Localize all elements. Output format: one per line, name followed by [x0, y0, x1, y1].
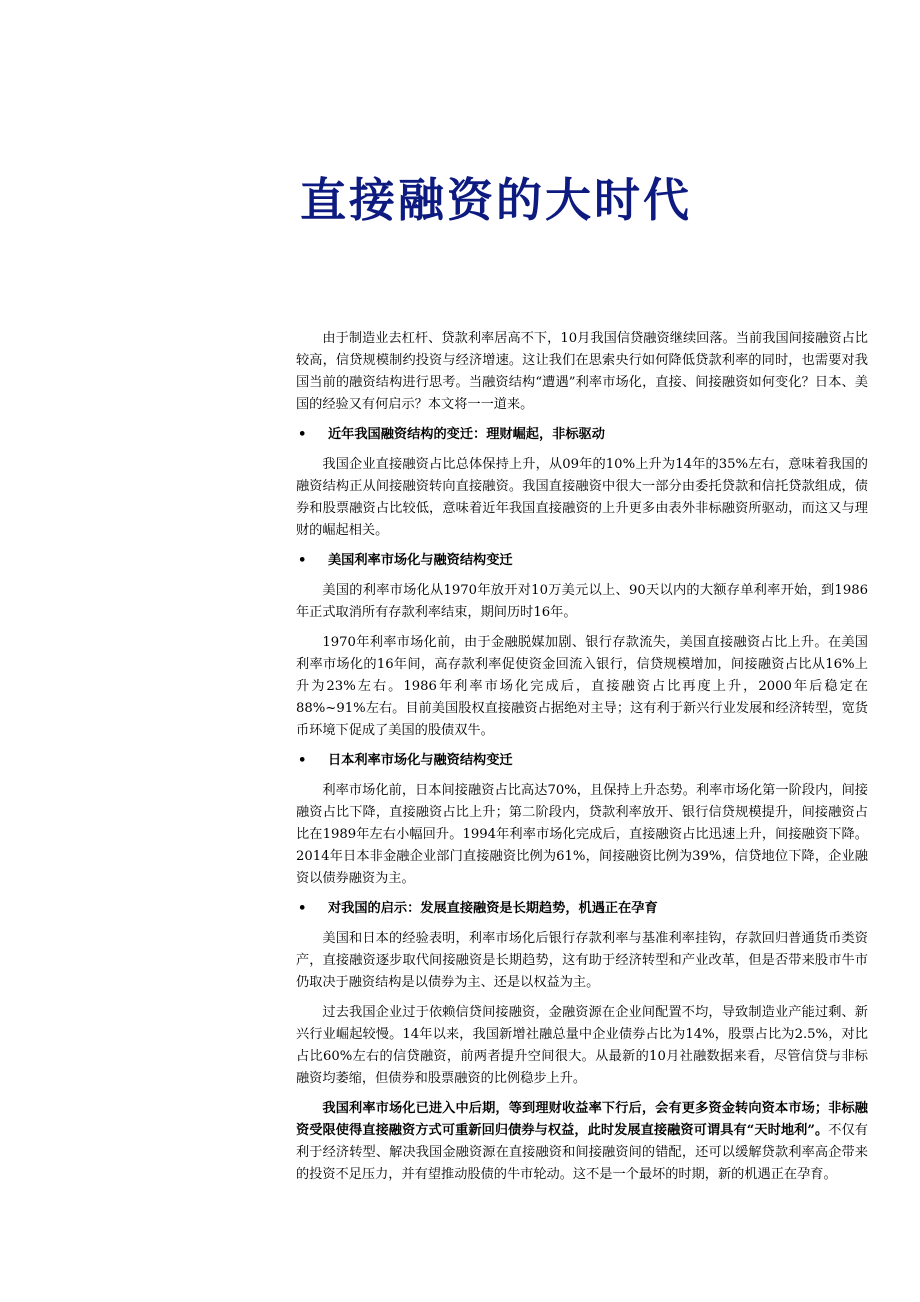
closing-bold-text: 我国利率市场化已进入中后期，等到理财收益率下行后，会有更多资金转向资本市场；非标融资受限使得直接融资方式可重新回归债券与权益，此时发展直接融资可谓具有“天时地利”。 [296, 1101, 868, 1138]
closing-paragraph [296, 1098, 868, 1186]
section-paragraph: 利率市场化前，日本间接融资占比高达70%，且保持上升态势。利率市场化第一阶段内，间接融资占比下降，直接融资占比上升；第二阶段内，贷款利率放开、银行信贷规模提升，间接融资占比在1989年左右小幅回升。1994年利率市场化完成后，直接融资占比迅速上升，间接融资下降。2014年日本非金融企业部门直接融资比例为61%，间接融资比例为39%，信贷地位下降，企业融资以债券融资为主。 [296, 783, 868, 886]
section-paragraph: 美国和日本的经验表明，利率市场化后银行存款利率与基准利率挂钩，存款回归普通货币类资产，直接融资逐步取代间接融资是长期趋势，这有助于经济转型和产业改革，但是否带来股市牛市仍取决于融资结构是以债券为主、还是以权益为主。 [296, 931, 868, 990]
section-heading-text: 日本利率市场化与融资结构变迁 [328, 753, 513, 768]
section-heading-implications [296, 898, 868, 920]
closing-normal-text: 不仅有利于经济转型、解决我国金融资源在直接融资和间接融资间的错配，还可以缓解贷款利率高企带来的投资不足压力，并有望推动股债的牛市轮动。这不是一个最坏的时期，新的机遇正在孕育。 [296, 1123, 868, 1182]
page-title: 直接融资的大时代 [300, 173, 692, 227]
bullet-icon: • [298, 427, 307, 442]
section-heading-japan [296, 750, 868, 772]
section-heading-text: 对我国的启示：发展直接融资是长期趋势，机遇正在孕育 [328, 901, 658, 916]
section-paragraph: 1970年利率市场化前，由于金融脱媒加剧、银行存款流失，美国直接融资占比上升。在美国利率市场化的16年间，高存款利率促使资金回流入银行，信贷规模增加，间接融资占比从16%上升为23%左右。1986年利率市场化完成后，直接融资占比再度上升，2000年后稳定在88%~91%左右。目前美国股权直接融资占据绝对主导；这有利于新兴行业发展和经济转型，宽货币环境下促成了美国的股债双牛。 [296, 635, 868, 738]
section-paragraph: 我国企业直接融资占比总体保持上升，从09年的10%上升为14年的35%左右，意味着我国的融资结构正从间接融资转向直接融资。我国直接融资中很大一部分由委托贷款和信托贷款组成，债券和股票融资占比较低，意味着近年我国直接融资的上升更多由表外非标融资所驱动，而这又与理财的崛起相关。 [296, 457, 868, 538]
section-heading-text: 美国利率市场化与融资结构变迁 [328, 553, 513, 568]
bullet-icon: • [298, 901, 307, 916]
section-heading-us [296, 550, 868, 572]
section-heading-text: 近年我国融资结构的变迁：理财崛起，非标驱动 [328, 427, 605, 442]
bullet-icon: • [298, 553, 307, 568]
article-body [296, 328, 868, 1194]
section-paragraph: 过去我国企业过于依赖信贷间接融资，金融资源在企业间配置不均，导致制造业产能过剩、新兴行业崛起较慢。14年以来，我国新增社融总量中企业债券占比为14%，股票占比为2.5%，对比占比60%左右的信贷融资，前两者提升空间很大。从最新的10月社融数据来看，尽管信贷与非标融资均萎缩，但债券和股票融资的比例稳步上升。 [296, 1005, 868, 1086]
section-heading-china [296, 424, 868, 446]
bullet-icon: • [298, 753, 307, 768]
section-paragraph: 美国的利率市场化从1970年放开对10万美元以上、90天以内的大额存单利率开始，到1986年正式取消所有存款利率结束，期间历时16年。 [296, 583, 868, 620]
intro-paragraph: 由于制造业去杠杆、贷款利率居高不下，10月我国信贷融资继续回落。当前我国间接融资占比较高，信贷规模制约投资与经济增速。这让我们在思索央行如何降低贷款利率的同时，也需要对我国当前的融资结构进行思考。当融资结构“遭遇”利率市场化，直接、间接融资如何变化？日本、美国的经验又有何启示？本文将一一道来。 [296, 331, 868, 412]
